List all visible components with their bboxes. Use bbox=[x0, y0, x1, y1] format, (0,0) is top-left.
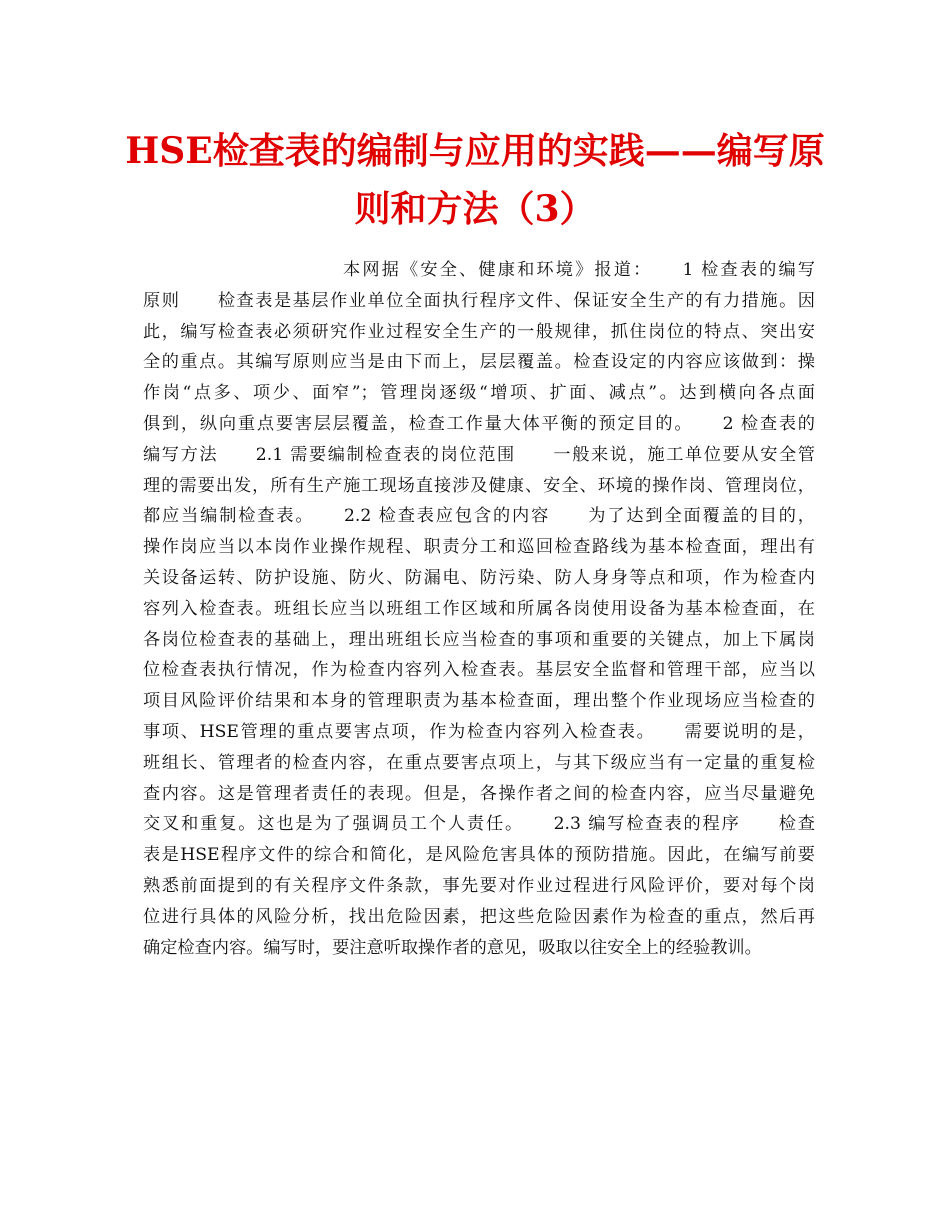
body-line: 操作岗应当以本岗作业操作规程、职责分工和巡回检查路线为基本检查面，理出有 bbox=[143, 537, 815, 558]
body-line: 班组长、管理者的检查内容，在重点要害点项上，与其下级应当有一定量的重复检 bbox=[143, 752, 815, 773]
article-body bbox=[143, 255, 815, 963]
body-line: 编写方法 2.1 需要编制检查表的岗位范围 一般来说，施工单位要从安全管 bbox=[143, 444, 815, 465]
body-line: 位进行具体的风险分析，找出危险因素，把这些危险因素作为检查的重点，然后再 bbox=[143, 906, 815, 927]
body-line: 交叉和重复。这也是为了强调员工个人责任。 2.3 编写检查表的程序 检查 bbox=[143, 814, 815, 835]
body-line: 原则 检查表是基层作业单位全面执行程序文件、保证安全生产的有力措施。因 bbox=[143, 290, 815, 311]
body-line: 作岗“点多、项少、面窄”；管理岗逐级“增项、扩面、减点”。达到横向各点面 bbox=[143, 383, 815, 404]
document-title bbox=[100, 122, 850, 238]
title-line: HSE检查表的编制与应用的实践——编写原 bbox=[125, 130, 825, 172]
body-line: 关设备运转、防护设施、防火、防漏电、防污染、防人身身等点和项，作为检查内 bbox=[143, 567, 815, 588]
body-line: 都应当编制检查表。 2.2 检查表应包含的内容 为了达到全面覆盖的目的， bbox=[143, 506, 815, 527]
body-line: 容列入检查表。班组长应当以班组工作区域和所属各岗使用设备为基本检查面，在 bbox=[143, 598, 815, 619]
body-line: 查内容。这是管理者责任的表现。但是，各操作者之间的检查内容，应当尽量避免 bbox=[143, 783, 815, 804]
body-line: 本网据《安全、健康和环境》报道： 1 检查表的编写 bbox=[343, 260, 815, 280]
body-line: 全的重点。其编写原则应当是由下而上，层层覆盖。检查设定的内容应该做到：操 bbox=[143, 352, 815, 373]
body-line: 事项、HSE管理的重点要害点项，作为检查内容列入检查表。 需要说明的是， bbox=[143, 721, 815, 742]
body-line: 表是HSE程序文件的综合和简化，是风险危害具体的预防措施。因此，在编写前要 bbox=[143, 845, 815, 866]
body-line: 理的需要出发，所有生产施工现场直接涉及健康、安全、环境的操作岗、管理岗位， bbox=[143, 475, 815, 496]
body-line: 俱到，纵向重点要害层层覆盖，检查工作量大体平衡的预定目的。 2 检查表的 bbox=[143, 413, 815, 434]
body-line: 项目风险评价结果和本身的管理职责为基本检查面，理出整个作业现场应当检查的 bbox=[143, 691, 815, 712]
body-line: 此，编写检查表必须研究作业过程安全生产的一般规律，抓住岗位的特点、突出安 bbox=[143, 321, 815, 342]
title-line: 则和方法（3） bbox=[354, 188, 596, 230]
body-line: 熟悉前面提到的有关程序文件条款，事先要对作业过程进行风险评价，要对每个岗 bbox=[143, 875, 815, 896]
body-line: 确定检查内容。编写时，要注意听取操作者的意见，吸取以往安全上的经验教训。 bbox=[143, 937, 762, 958]
body-line: 各岗位检查表的基础上，理出班组长应当检查的事项和重要的关键点，加上下属岗 bbox=[143, 629, 815, 650]
body-line: 位检查表执行情况，作为检查内容列入检查表。基层安全监督和管理干部，应当以 bbox=[143, 660, 815, 681]
